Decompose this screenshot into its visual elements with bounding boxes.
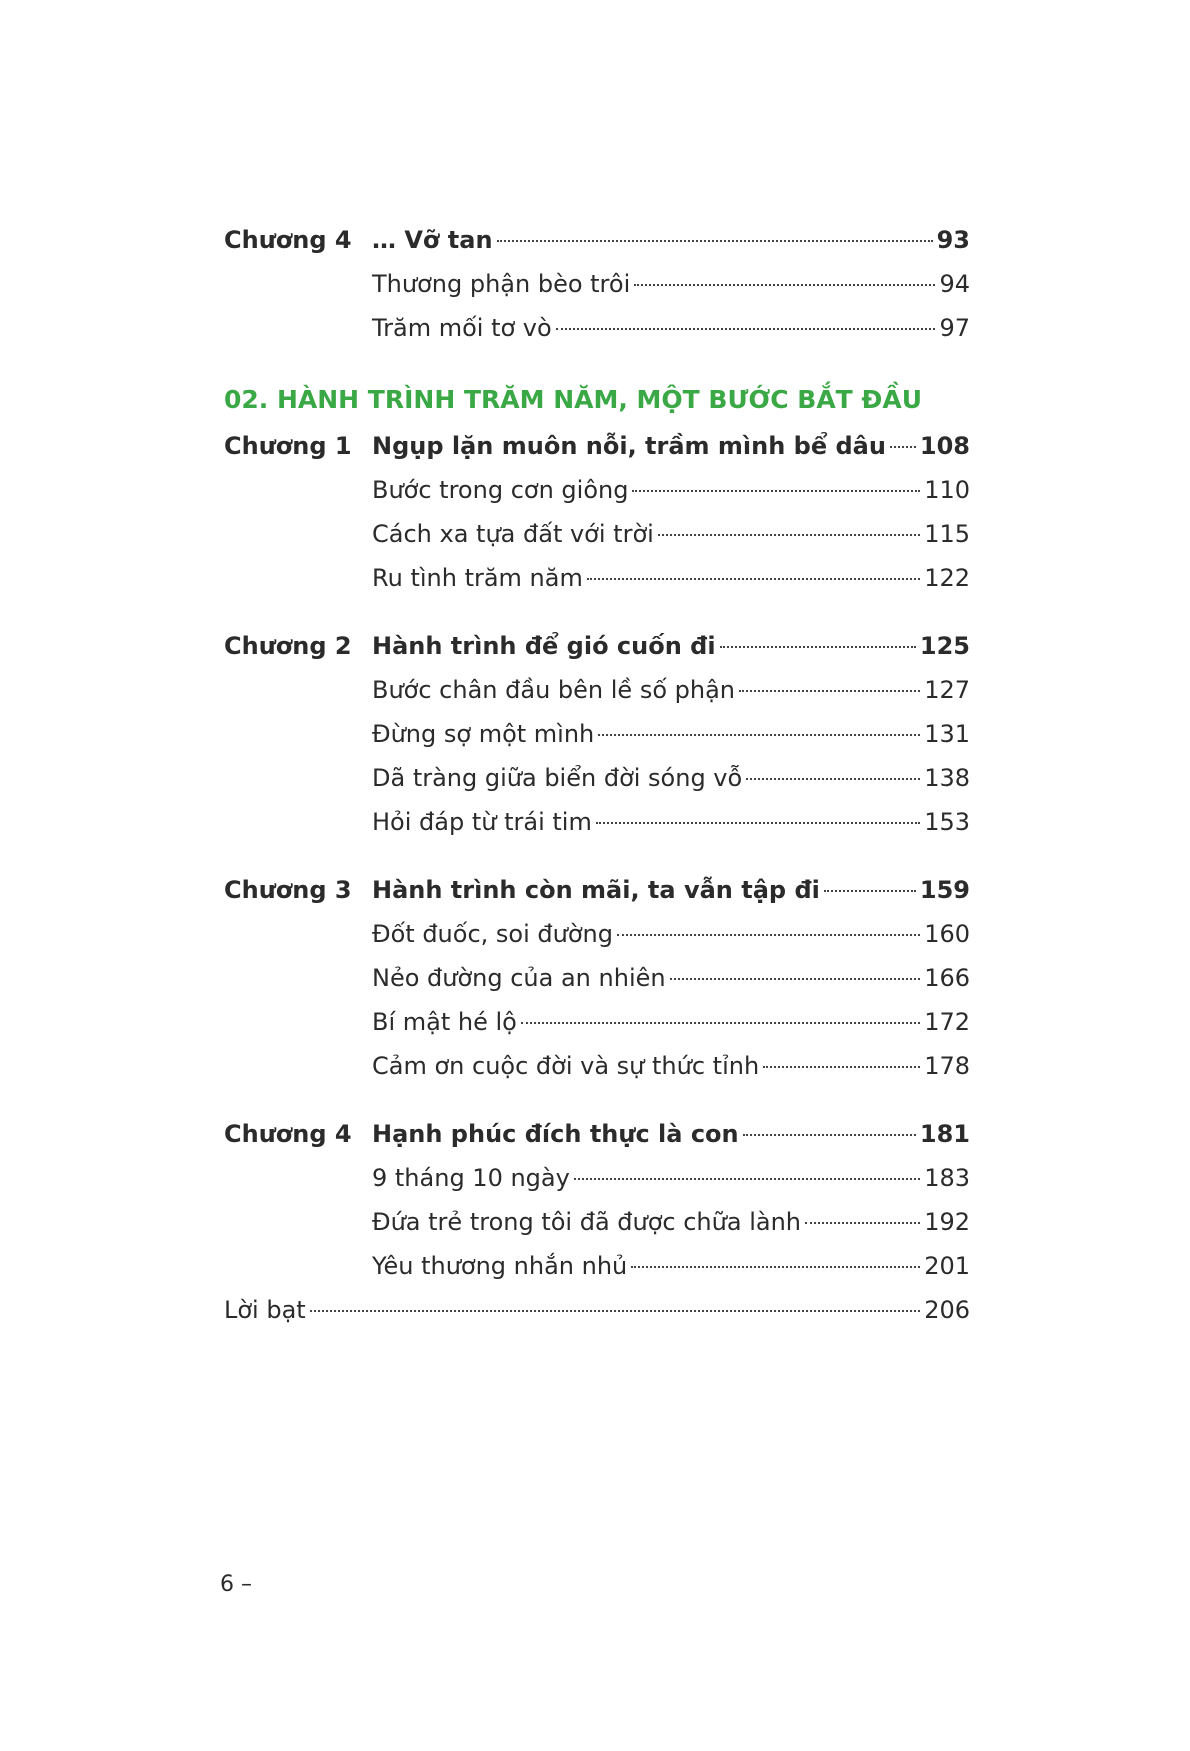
dot-leader <box>658 534 920 536</box>
chapter-title: Hành trình còn mãi, ta vẫn tập đi <box>372 876 820 904</box>
dot-leader <box>310 1310 920 1312</box>
dot-leader <box>743 1134 916 1136</box>
chapter-title: Hành trình để gió cuốn đi <box>372 632 716 660</box>
item-title: Cảm ơn cuộc đời và sự thức tỉnh <box>372 1052 760 1080</box>
dot-leader <box>632 490 920 492</box>
toc-item-row[interactable] <box>372 262 970 306</box>
page-number: 178 <box>924 1052 970 1080</box>
chapter-title: Hạnh phúc đích thực là con <box>372 1120 739 1148</box>
toc-chapter-row[interactable] <box>224 1112 970 1156</box>
table-of-contents <box>224 218 970 1332</box>
toc-item-row[interactable] <box>372 956 970 1000</box>
toc-item-row[interactable] <box>372 1156 970 1200</box>
toc-chapter-row[interactable] <box>224 218 970 262</box>
chapter-label: Chương 2 <box>224 632 352 660</box>
dot-leader <box>587 578 920 580</box>
chapter-title: … Vỡ tan <box>372 226 493 254</box>
item-title: Đốt đuốc, soi đường <box>372 920 613 948</box>
toc-item-row[interactable] <box>372 668 970 712</box>
dot-leader <box>670 978 921 980</box>
toc-chapter-row[interactable] <box>224 624 970 668</box>
dot-leader <box>634 284 935 286</box>
page-number: 138 <box>924 764 970 792</box>
page-folio: 6 – <box>220 1572 252 1597</box>
toc-item-row[interactable] <box>372 1044 970 1088</box>
item-title: Đừng sợ một mình <box>372 720 595 748</box>
dot-leader <box>890 446 916 448</box>
toc-item-row[interactable] <box>372 468 970 512</box>
page-number: 192 <box>924 1208 970 1236</box>
page-number: 166 <box>924 964 970 992</box>
item-title: Hỏi đáp từ trái tim <box>372 808 592 836</box>
dot-leader <box>763 1066 920 1068</box>
part-heading: 02. HÀNH TRÌNH TRĂM NĂM, MỘT BƯỚC BẮT ĐẦU <box>224 385 923 414</box>
toc-item-row[interactable] <box>372 556 970 600</box>
page-number: 115 <box>924 520 970 548</box>
item-title: Đứa trẻ trong tôi đã được chữa lành <box>372 1208 801 1236</box>
page-number: 201 <box>924 1252 970 1280</box>
page-number: 97 <box>939 314 970 342</box>
dot-leader <box>617 934 920 936</box>
toc-chapter-row[interactable] <box>224 424 970 468</box>
item-title: Thương phận bèo trôi <box>372 270 631 298</box>
page-number: 206 <box>924 1296 970 1324</box>
page-number: 127 <box>924 676 970 704</box>
page-number: 122 <box>924 564 970 592</box>
toc-afterword-row[interactable] <box>224 1288 970 1332</box>
chapter-label: Chương 4 <box>224 226 352 254</box>
page-number: 125 <box>919 632 970 660</box>
dot-leader <box>521 1022 920 1024</box>
item-title: 9 tháng 10 ngày <box>372 1164 570 1192</box>
chapter-label: Chương 3 <box>224 876 352 904</box>
dot-leader <box>720 646 916 648</box>
toc-item-row[interactable] <box>372 712 970 756</box>
page-number: 160 <box>924 920 970 948</box>
dot-leader <box>598 734 920 736</box>
toc-item-row[interactable] <box>372 512 970 556</box>
toc-item-row[interactable] <box>372 1000 970 1044</box>
dot-leader <box>574 1178 920 1180</box>
page-number: 108 <box>919 432 970 460</box>
dot-leader <box>556 328 936 330</box>
toc-item-row[interactable] <box>372 306 970 350</box>
page-number: 183 <box>924 1164 970 1192</box>
chapter-label: Chương 4 <box>224 1120 352 1148</box>
toc-item-row[interactable] <box>372 912 970 956</box>
dot-leader <box>596 822 920 824</box>
page-number: 172 <box>924 1008 970 1036</box>
item-title: Nẻo đường của an nhiên <box>372 964 666 992</box>
page-number: 181 <box>919 1120 970 1148</box>
item-title: Trăm mối tơ vò <box>372 314 552 342</box>
item-title: Dã tràng giữa biển đời sóng vỗ <box>372 764 743 792</box>
item-title: Cách xa tựa đất với trời <box>372 520 654 548</box>
item-title: Yêu thương nhắn nhủ <box>372 1252 628 1280</box>
toc-item-row[interactable] <box>372 1244 970 1288</box>
dot-leader <box>746 778 920 780</box>
afterword-title: Lời bạt <box>224 1296 306 1324</box>
dot-leader <box>805 1222 920 1224</box>
dot-leader <box>739 690 920 692</box>
item-title: Bí mật hé lộ <box>372 1008 517 1036</box>
page-number: 94 <box>939 270 970 298</box>
toc-item-row[interactable] <box>372 1200 970 1244</box>
item-title: Ru tình trăm năm <box>372 564 583 592</box>
chapter-label: Chương 1 <box>224 432 352 460</box>
toc-item-row[interactable] <box>372 756 970 800</box>
dot-leader <box>497 240 933 242</box>
page-number: 93 <box>936 226 970 254</box>
toc-chapter-row[interactable] <box>224 868 970 912</box>
item-title: Bước trong cơn giông <box>372 476 629 504</box>
page-number: 131 <box>924 720 970 748</box>
dot-leader <box>631 1266 920 1268</box>
item-title: Bước chân đầu bên lề số phận <box>372 676 735 704</box>
page-number: 153 <box>924 808 970 836</box>
toc-item-row[interactable] <box>372 800 970 844</box>
page-number: 159 <box>919 876 970 904</box>
page-number: 110 <box>924 476 970 504</box>
dot-leader <box>824 890 916 892</box>
chapter-title: Ngụp lặn muôn nỗi, trầm mình bể dâu <box>372 432 886 460</box>
